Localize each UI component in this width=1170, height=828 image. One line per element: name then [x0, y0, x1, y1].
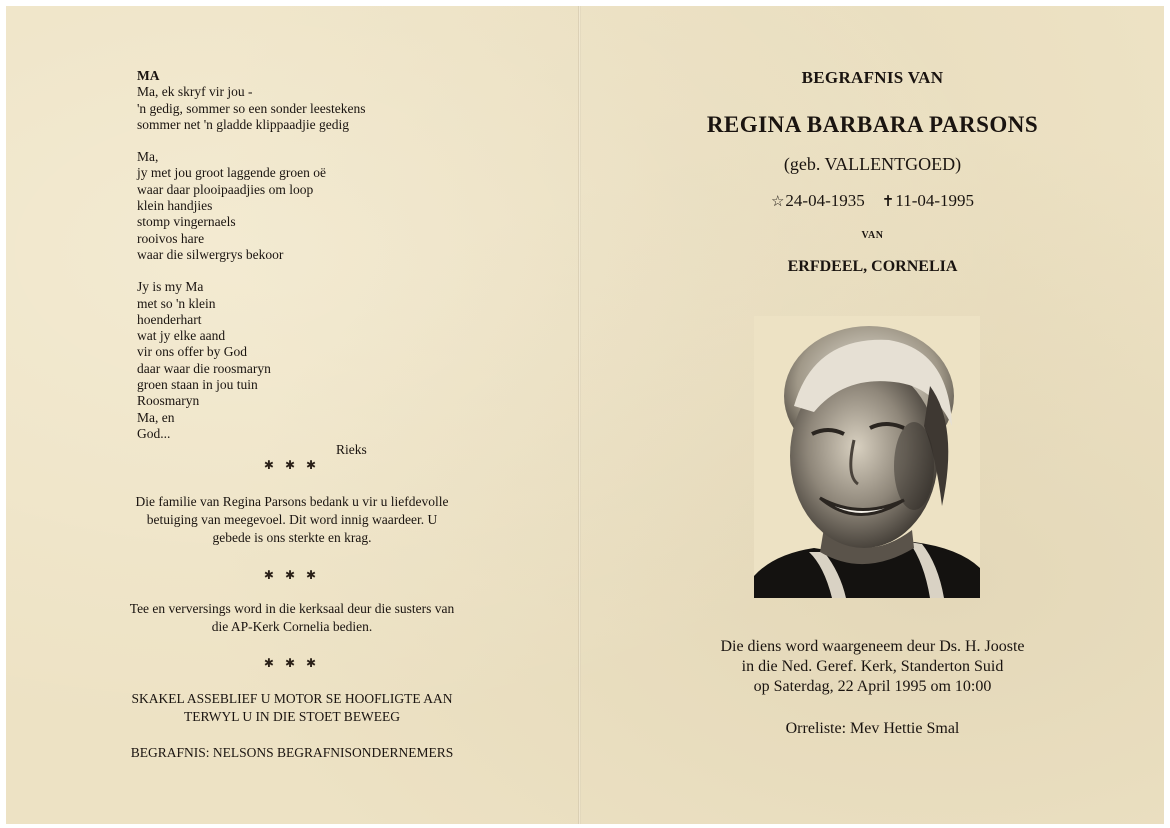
poem-stanza-1: [137, 84, 437, 133]
service-line: in die Ned. Geref. Kerk, Standerton Suid: [741, 658, 1004, 675]
poem-line: Jy is my Ma: [137, 279, 204, 295]
cover-page: [581, 6, 1164, 824]
service-line: op Saterdag, 22 April 1995 om 10:00: [753, 678, 992, 695]
service-details: [581, 637, 1164, 697]
service-line: Die diens word waargeneem deur Ds. H. Jooste: [720, 638, 1025, 655]
poem-line: Ma, ek skryf vir jou -: [137, 84, 253, 100]
refreshments-line: Tee en verversings word in die kerksaal deur die susters van: [129, 601, 455, 616]
poem: [137, 68, 437, 458]
poem-line: Ma, en: [137, 409, 175, 425]
separator-stars: ✱ ✱ ✱: [263, 656, 321, 670]
poem-author: Rieks: [336, 442, 367, 457]
life-dates: [581, 191, 1164, 211]
cross-icon: ✝: [881, 194, 895, 210]
poem-stanza-2: [137, 149, 437, 263]
poem-title: MA: [137, 68, 160, 83]
organist: Orreliste: Mev Hettie Smal: [785, 720, 960, 737]
poem-line: met so 'n klein: [137, 295, 216, 311]
deceased-name: REGINA BARBARA PARSONS: [706, 112, 1039, 137]
poem-line: klein handjies: [137, 198, 213, 214]
poem-line: jy met jou groot laggende groen oë: [137, 165, 326, 181]
left-page: [6, 6, 578, 824]
refreshments-paragraph: [6, 600, 578, 636]
birth-date: 24-04-1935: [785, 191, 865, 210]
refreshments-line: die AP-Kerk Cornelia bedien.: [211, 619, 373, 634]
poem-line: Ma,: [137, 149, 159, 165]
poem-line: 'n gedig, sommer so een sonder leestekens: [137, 100, 366, 116]
cover-heading: BEGRAFNIS VAN: [801, 68, 944, 87]
poem-line: rooivos hare: [137, 230, 205, 246]
van-label: VAN: [861, 230, 884, 241]
poem-line: Roosmaryn: [137, 393, 200, 409]
poem-line: daar waar die roosmaryn: [137, 360, 271, 376]
thanks-paragraph: [6, 493, 578, 547]
maiden-name: (geb. VALLENTGOED): [783, 154, 962, 174]
poem-stanza-3: [137, 279, 437, 442]
poem-line: God...: [137, 425, 171, 441]
separator-stars: ✱ ✱ ✱: [263, 458, 321, 472]
death-date: 11-04-1995: [895, 191, 975, 210]
poem-line: stomp vingernaels: [137, 214, 236, 230]
portrait-photo: [754, 316, 980, 598]
thanks-line: gebede is ons sterkte en krag.: [212, 530, 372, 545]
thanks-line: Die familie van Regina Parsons bedank u vir u liefdevolle: [135, 494, 449, 509]
undertaker-notice: BEGRAFNIS: NELSONS BEGRAFNISONDERNEMERS: [130, 745, 454, 760]
poem-line: waar daar plooipaadjies om loop: [137, 181, 314, 197]
headlights-line: TERWYL U IN DIE STOET BEWEEG: [183, 709, 401, 724]
residence: ERFDEEL, CORNELIA: [787, 258, 958, 275]
thanks-line: betuiging van meegevoel. Dit word innig waardeer. U: [146, 512, 438, 527]
poem-line: waar die silwergrys bekoor: [137, 246, 284, 262]
poem-line: sommer net 'n gladde klippaadjie gedig: [137, 116, 349, 132]
poem-line: vir ons offer by God: [137, 344, 247, 360]
poem-line: groen staan in jou tuin: [137, 377, 258, 393]
headlights-notice: [6, 690, 578, 726]
star-icon: ☆: [770, 194, 785, 210]
poem-line: hoenderhart: [137, 311, 202, 327]
poem-line: wat jy elke aand: [137, 328, 226, 344]
headlights-line: SKAKEL ASSEBLIEF U MOTOR SE HOOFLIGTE AAN: [131, 691, 453, 706]
separator-stars: ✱ ✱ ✱: [263, 568, 321, 582]
